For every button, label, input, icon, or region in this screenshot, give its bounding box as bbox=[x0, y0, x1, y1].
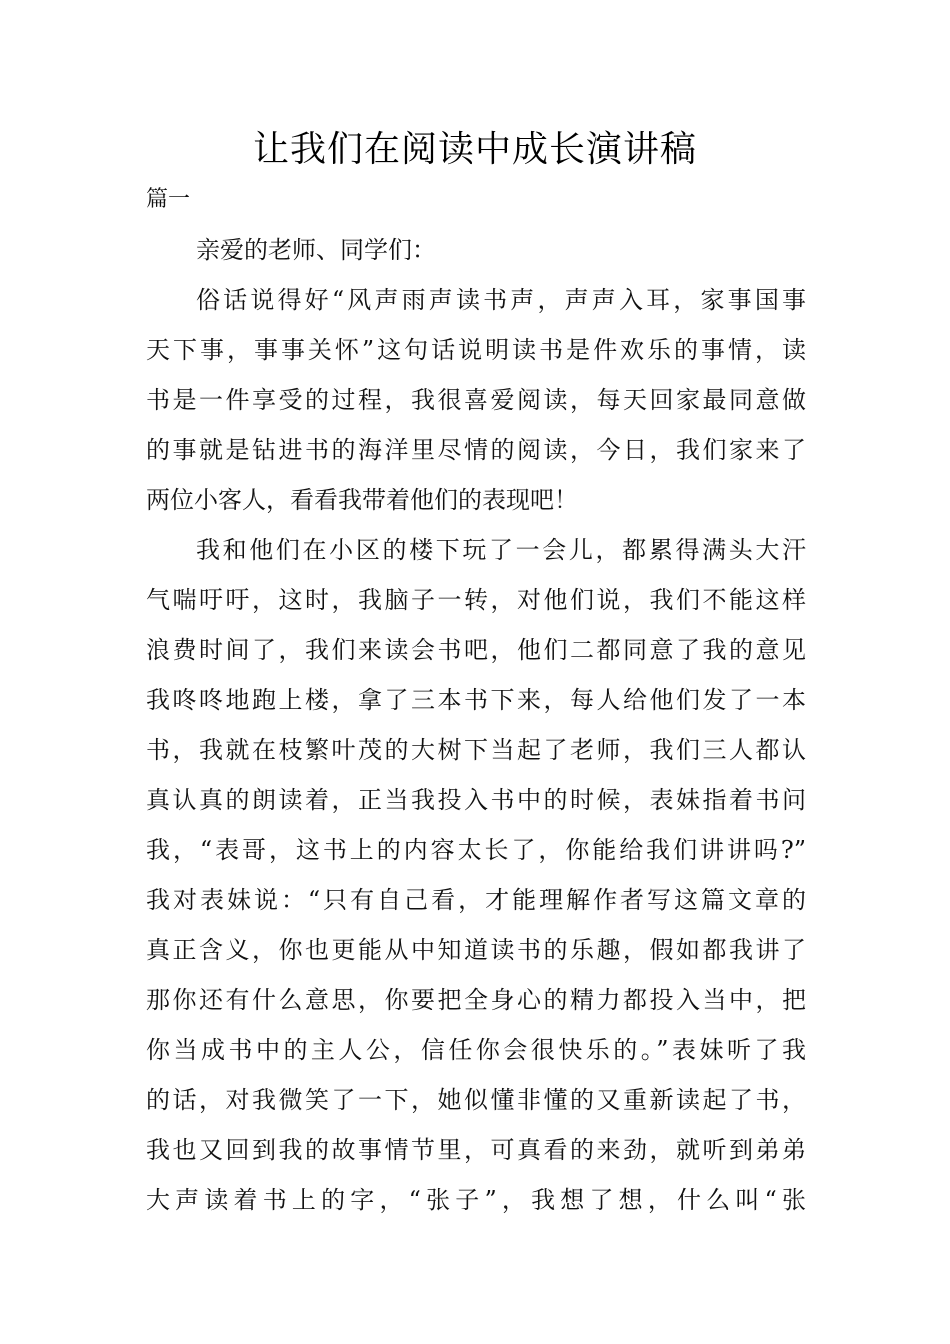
paragraph-line: 我咚咚地跑上楼，拿了三本书下来，每人给他们发了一本 bbox=[146, 686, 806, 714]
paragraph-line: 我也又回到我的故事情节里，可真看的来劲，就听到弟弟 bbox=[146, 1136, 806, 1164]
paragraph-line: 我，“表哥，这书上的内容太长了，你能给我们讲讲吗?” bbox=[146, 836, 806, 864]
paragraph-line: 真认真的朗读着，正当我投入书中的时候，表妹指着书问 bbox=[146, 786, 806, 814]
paragraph-line: 我和他们在小区的楼下玩了一会儿，都累得满头大汗 bbox=[196, 536, 806, 564]
paragraph-line: 真正含义，你也更能从中知道读书的乐趣，假如都我讲了 bbox=[146, 936, 806, 964]
paragraph-line: 你当成书中的主人公，信任你会很快乐的。”表妹听了我 bbox=[146, 1036, 806, 1064]
paragraph-line: 两位小客人，看看我带着他们的表现吧！ bbox=[146, 486, 578, 514]
paragraph-line: 书是一件享受的过程，我很喜爱阅读，每天回家最同意做 bbox=[146, 386, 806, 414]
paragraph-line: 大声读着书上的字，“张子”，我想了想，什么叫“张 bbox=[146, 1186, 806, 1214]
section-heading: 篇一 bbox=[146, 187, 191, 212]
paragraph-line: 气喘吁吁，这时，我脑子一转，对他们说，我们不能这样 bbox=[146, 586, 806, 614]
paragraph-line: 我对表妹说：“只有自己看，才能理解作者写这篇文章的 bbox=[146, 886, 806, 914]
salutation-line: 亲爱的老师、同学们： bbox=[196, 236, 436, 264]
paragraph-line: 的事就是钻进书的海洋里尽情的阅读，今日，我们家来了 bbox=[146, 436, 806, 464]
paragraph-line: 那你还有什么意思，你要把全身心的精力都投入当中，把 bbox=[146, 986, 806, 1014]
paragraph-line: 俗话说得好“风声雨声读书声，声声入耳，家事国事 bbox=[196, 286, 806, 314]
paragraph-line: 浪费时间了，我们来读会书吧，他们二都同意了我的意见 bbox=[146, 636, 806, 664]
paragraph-line: 的话，对我微笑了一下，她似懂非懂的又重新读起了书， bbox=[146, 1086, 806, 1114]
paragraph-line: 天下事，事事关怀”这句话说明读书是件欢乐的事情，读 bbox=[146, 336, 806, 364]
paragraph-line: 书，我就在枝繁叶茂的大树下当起了老师，我们三人都认 bbox=[146, 736, 806, 764]
document-title: 让我们在阅读中成长演讲稿 bbox=[252, 129, 697, 170]
